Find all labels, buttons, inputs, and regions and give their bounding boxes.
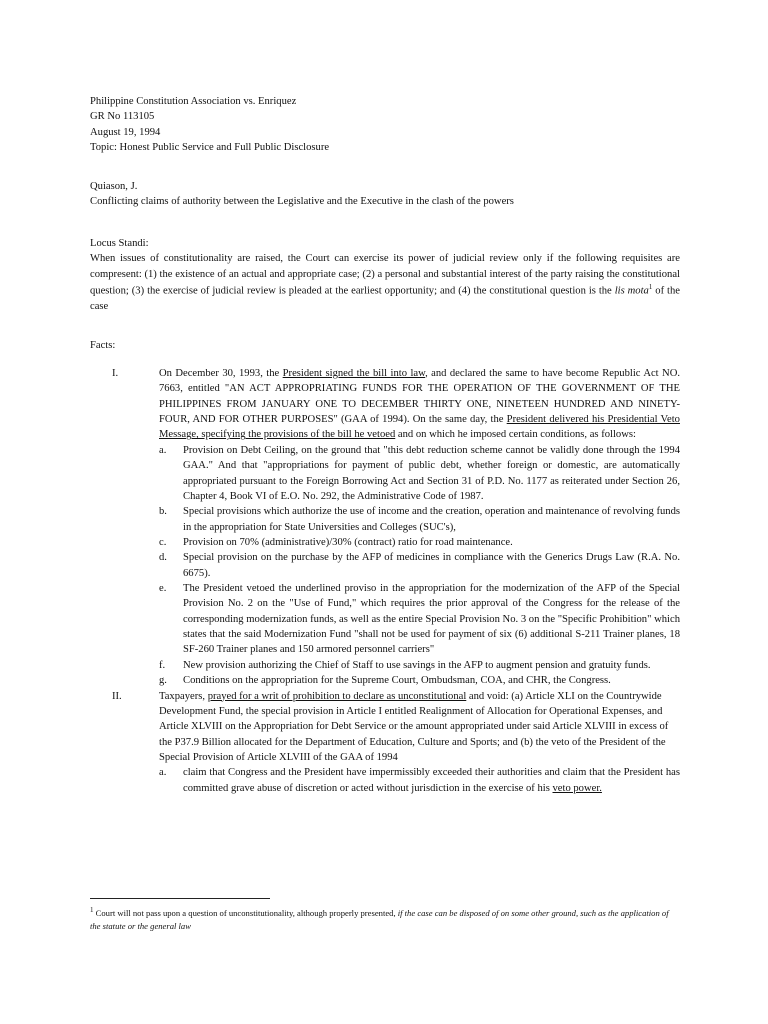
footnote-divider <box>90 898 270 899</box>
fact-body <box>159 366 680 689</box>
list-text <box>183 765 680 796</box>
fact-1-underlined: President delivered his Presidential Veto Message, specifying the provisions of the bill he vetoed <box>159 414 680 441</box>
fact-1-underlined: President signed the bill into law <box>282 368 426 379</box>
footnote <box>90 905 680 933</box>
locus-text-body: When issues of constitutionality are raised, the Court can exercise its power of judicial review only if the following requisites are compresent: (1) the existence of an actual and appropriate case; (2) a personal and substantial interest of the party raising the constitutional question; (3) the exercise of judicial review is pleaded at the earliest opportunity; and (4) the constitutional question is the <box>90 253 680 297</box>
list-item <box>159 535 680 550</box>
list-item <box>159 765 680 796</box>
list-letter: e. <box>159 583 167 595</box>
list-text: Provision on Debt Ceiling, on the ground that "this debt reduction scheme cannot be validly done through the 1994 GAA." And that "appropriations for payment of public debt, whether foreign or domestic, are automatically appropriated pursuant to the Foreign Borrowing Act and Section 31 of P.D. No. 1177 as reiterated under Section 26, Chapter 4, Book VI of E.O. No. 292, the Administrative Code of 1987. <box>183 444 680 502</box>
facts-heading: Facts: <box>90 340 116 351</box>
case-summary: Conflicting claims of authority between the Legislative and the Executive in the clash of the powers <box>90 196 514 208</box>
fact-body <box>159 689 680 797</box>
list-text: The President vetoed the underlined proviso in the appropriation for the modernization of the AFP of the Special Provision No. 2 on the "Use of Fund," which requires the prior approval of the Congress for the release of the corresponding modernization funds, as well as the entire Special Provision No. 3 on the "Specific Prohibition" which states that the said Modernization Fund "shall not be used for payment of six (6) additional S-211 Trainer planes, 18 SF-260 Trainer planes and 150 armored personnel carriers" <box>183 583 680 656</box>
fact-numeral: I. <box>112 368 119 379</box>
fact-1-part: , and declared the same to have become Republic Act NO. 7663, entitled "AN ACT APPROPRIATING FUNDS FOR THE OPERATION OF THE GOVERNMENT OF THE PHILIPPINES FROM JANUARY ONE TO DECEMBER THIRTY ONE, NINETEEN HUNDRED AND NINETY-FOUR, AND FOR OTHER PURPOSES" (GAA of 1994). On the same day, the <box>159 368 680 426</box>
locus-standi-section <box>90 236 680 314</box>
locus-text-end: of the case <box>90 285 680 312</box>
list-text: New provision authorizing the Chief of Staff to use savings in the AFP to augment pension and gratuity funds. <box>183 659 651 671</box>
fact-2-part: Taxpayers, <box>159 690 208 702</box>
footnote-ref[interactable]: 1 <box>648 283 653 292</box>
veto-provisions-list <box>159 443 680 689</box>
footnote-mark: 1 <box>90 906 94 914</box>
fact-numeral: II. <box>112 690 122 702</box>
list-text: Special provision on the purchase by the AFP of medicines in compliance with the Generics Drugs Law (R.A. No. 6675). <box>183 552 680 579</box>
ponente-name: Quiason, J. <box>90 181 138 192</box>
fact-1-part: On December 30, 1993, the <box>159 368 283 379</box>
fact-1-part: and on which he imposed certain conditions, as follows: <box>395 429 636 441</box>
ponente-section <box>90 179 680 210</box>
case-header <box>90 94 680 155</box>
list-item <box>159 581 680 658</box>
topic: Topic: Honest Public Service and Full Public Disclosure <box>90 142 330 154</box>
list-letter: f. <box>159 659 166 671</box>
gr-number: GR No 113105 <box>90 111 155 123</box>
footnote-text: Court will not pass upon a question of unconstitutionality, although properly presented, <box>93 907 398 918</box>
decision-date: August 19, 1994 <box>90 126 161 138</box>
list-item <box>159 658 680 673</box>
list-letter: g. <box>159 675 167 687</box>
list-letter: b. <box>159 506 167 518</box>
facts-list <box>112 366 680 796</box>
footnote-italic-text: if the case can be disposed of on some other ground, such as the application of the statute or the general law <box>90 907 669 931</box>
lis-mota: lis mota <box>614 285 649 297</box>
fact-1-text <box>159 366 680 443</box>
list-text: Conditions on the appropriation for the Supreme Court, Ombudsman, COA, and CHR, the Congress. <box>183 675 611 687</box>
list-item <box>159 550 680 581</box>
list-item <box>159 504 680 535</box>
list-letter: a. <box>159 767 167 779</box>
list-letter: a. <box>159 444 167 456</box>
fact-2-part: and void: (a) Article XLI on the Countrywide Development Fund, the special provision in Article I entitled Realignment of Allocation for Operational Expenses, and Article XLVIII on the Appropriation for Debt Service or the amount appropriated under said Article XLVIII in excess of the P37.9 Billion allocated for the Department of Education, Culture and Sports; and (b) the veto of the President of the Special Provision of Article XLVIII of the GAA of 1994 <box>159 690 669 763</box>
fact-item-1 <box>112 366 680 689</box>
case-title: Philippine Constitution Association vs. Enriquez <box>90 96 297 107</box>
fact-2-text <box>159 689 680 766</box>
list-text: Provision on 70% (administrative)/30% (contract) ratio for road maintenance. <box>183 536 513 548</box>
list-item <box>159 443 680 504</box>
facts-heading-block <box>90 338 680 353</box>
list-letter: c. <box>159 536 167 548</box>
list-letter: d. <box>159 552 167 564</box>
veto-power-underlined: veto power. <box>552 782 602 794</box>
locus-text <box>90 251 680 314</box>
locus-heading: Locus Standi: <box>90 238 149 249</box>
list-item <box>159 673 680 688</box>
list-text-part: claim that Congress and the President have impermissibly exceeded their authorities and claim that the President has committed grave abuse of discretion or acted without jurisdiction in the exercise of his <box>183 767 680 794</box>
fact-item-2 <box>112 689 680 797</box>
list-text: Special provisions which authorize the use of income and the creation, operation and maintenance of revolving funds in the appropriation for State Universities and Colleges (SUC's), <box>183 506 680 533</box>
fact-2-underlined: prayed for a writ of prohibition to declare as unconstitutional <box>207 690 467 702</box>
